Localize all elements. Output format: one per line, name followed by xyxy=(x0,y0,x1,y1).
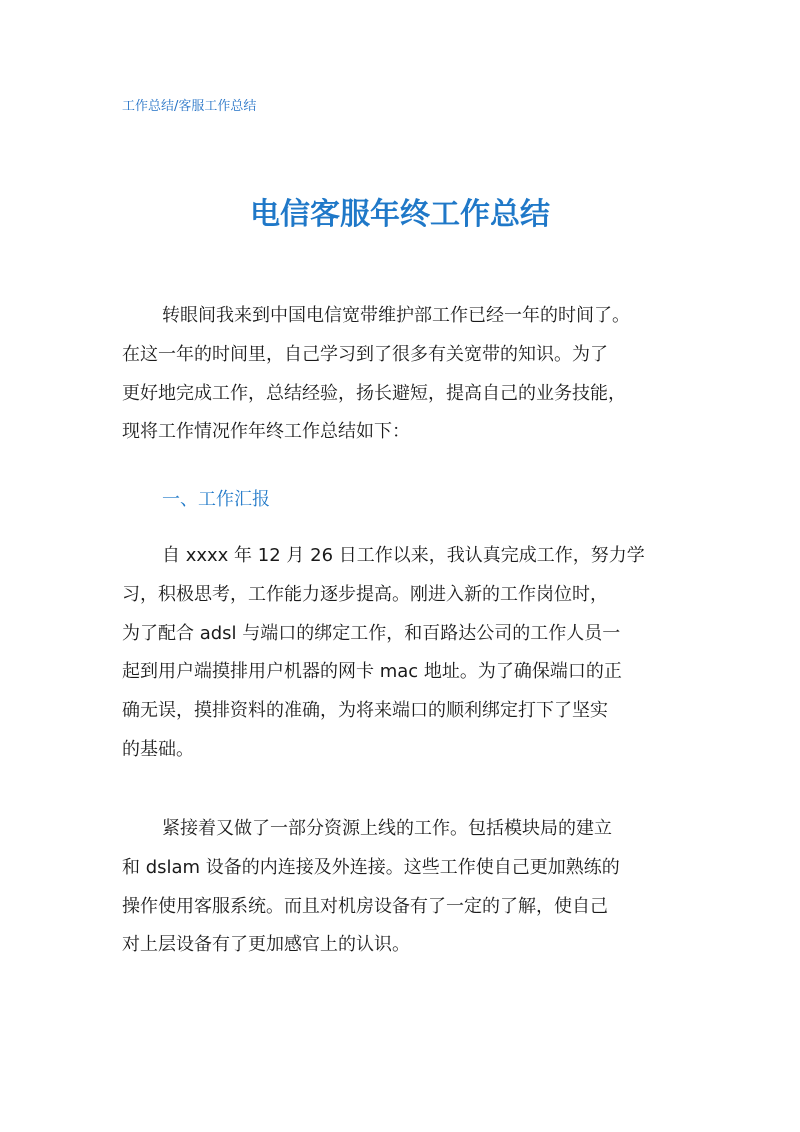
paragraph-line: 和 dslam 设备的内连接及外连接。这些工作使自己更加熟练的 xyxy=(122,856,620,878)
breadcrumb[interactable]: 工作总结/客服工作总结 xyxy=(122,99,257,114)
paragraph-line: 现将工作情况作年终工作总结如下： xyxy=(122,421,410,443)
paragraph-line: 习，积极思考，工作能力逐步提高。刚进入新的工作岗位时， xyxy=(122,583,608,605)
paragraph-line: 在这一年的时间里，自己学习到了很多有关宽带的知识。为了 xyxy=(122,343,608,365)
paragraph-line: 起到用户端摸排用户机器的网卡 mac 地址。为了确保端口的正 xyxy=(122,661,622,683)
paragraph-line: 确无误，摸排资料的准确，为将来端口的顺利绑定打下了坚实 xyxy=(122,700,608,722)
paragraph-line: 为了配合 adsl 与端口的绑定工作，和百路达公司的工作人员一 xyxy=(122,622,621,644)
paragraph-resources xyxy=(122,810,692,965)
paragraph-line: 操作使用客服系统。而且对机房设备有了一定的了解，使自己 xyxy=(122,895,608,917)
paragraph-line: 的基础。 xyxy=(122,738,194,760)
paragraph-line: 紧接着又做了一部分资源上线的工作。包括模块局的建立 xyxy=(162,818,612,839)
paragraph-line: 对上层设备有了更加感官上的认识。 xyxy=(122,934,410,956)
paragraph-intro xyxy=(122,297,692,452)
section-heading: 一、工作汇报 xyxy=(162,489,270,510)
paragraph-line: 自 xxxx 年 12 月 26 日工作以来，我认真完成工作，努力学 xyxy=(162,545,645,566)
page-title: 电信客服年终工作总结 xyxy=(250,197,550,232)
paragraph-line: 转眼间我来到中国电信宽带维护部工作已经一年的时间了。 xyxy=(162,305,630,326)
paragraph-line: 更好地完成工作，总结经验，扬长避短，提高自己的业务技能， xyxy=(122,382,626,404)
paragraph-work-report xyxy=(122,537,692,770)
